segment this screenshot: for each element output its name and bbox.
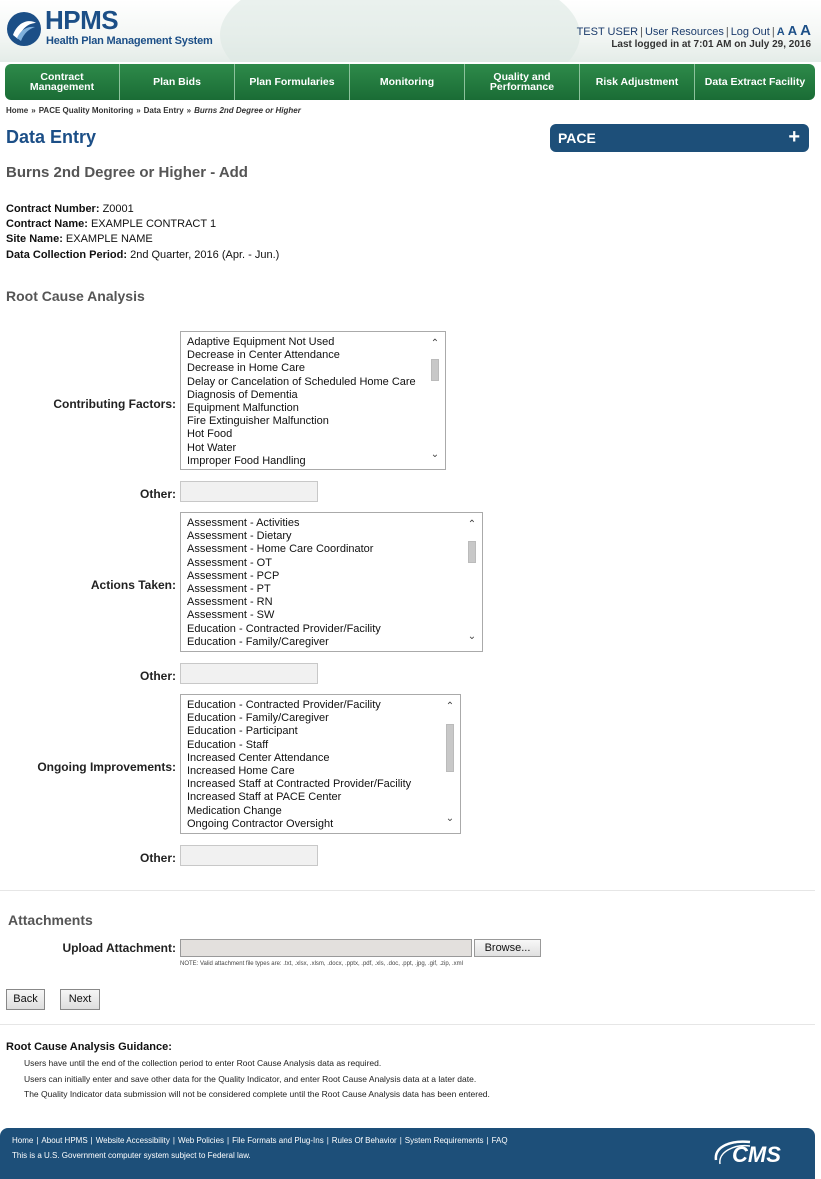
chevron-down-icon[interactable]: ⌄ xyxy=(445,813,455,824)
pace-panel-header[interactable] xyxy=(550,124,809,152)
listbox-option[interactable]: Education - Staff xyxy=(187,738,269,751)
listbox-option[interactable]: Increased Staff at PACE Center xyxy=(187,791,342,804)
browse-button[interactable]: Browse... xyxy=(474,939,541,957)
listbox-option[interactable]: Medication Change xyxy=(187,804,282,817)
font-size-medium-link[interactable]: A xyxy=(787,23,798,38)
footer-link-file-formats[interactable]: File Formats and Plug-Ins xyxy=(232,1136,324,1145)
user-links-separator: | xyxy=(640,26,643,38)
listbox-option[interactable]: Assessment - SW xyxy=(187,609,275,622)
guidance-line: The Quality Indicator data submission will not be considered complete until the Root Cause Analysis data has been entered. xyxy=(24,1089,490,1099)
footer-link-rules-of-behavior[interactable]: Rules Of Behavior xyxy=(331,1136,397,1145)
form-title: Burns 2nd Degree or Higher - Add xyxy=(6,164,248,181)
footer-separator: | xyxy=(399,1136,402,1145)
listbox-option[interactable]: Ongoing Contractor Oversight xyxy=(187,817,334,830)
plus-icon[interactable]: + xyxy=(788,126,800,148)
section-divider xyxy=(0,890,815,891)
ongoing-improvements-scrollbar[interactable] xyxy=(443,696,457,832)
actions-taken-scrollbar[interactable] xyxy=(465,514,479,650)
listbox-option[interactable]: Hot Water xyxy=(187,441,237,454)
collection-period-label: Data Collection Period: xyxy=(6,249,128,261)
guidance-line: Users have until the end of the collection period to enter Root Cause Analysis data as required. xyxy=(24,1058,382,1068)
root-cause-analysis-title: Root Cause Analysis xyxy=(6,288,145,304)
scrollbar-thumb[interactable] xyxy=(431,359,439,381)
chevron-up-icon[interactable]: ⌃ xyxy=(430,338,440,349)
footer-links xyxy=(12,1136,508,1145)
upload-attachment-input[interactable] xyxy=(180,939,472,957)
listbox-option[interactable]: Equipment Malfunction xyxy=(187,401,299,414)
collection-period-value: 2nd Quarter, 2016 (Apr. - Jun.) xyxy=(130,249,280,261)
listbox-option[interactable]: Decrease in Home Care xyxy=(187,362,305,375)
listbox-option[interactable]: Delay or Cancelation of Scheduled Home Care xyxy=(187,375,416,388)
breadcrumb-separator: » xyxy=(31,106,36,115)
user-links-separator: | xyxy=(725,26,729,38)
footer-separator: | xyxy=(326,1136,329,1145)
site-name-line xyxy=(6,233,153,245)
contributing-factors-options xyxy=(187,336,416,468)
actions-taken-label: Actions Taken: xyxy=(90,578,176,592)
listbox-option[interactable]: Education - Contracted Provider/Facility xyxy=(187,622,381,635)
chevron-up-icon[interactable]: ⌃ xyxy=(445,701,455,712)
guidance-line: Users can initially enter and save other data for the Quality Indicator, and enter Root Cause Analysis data at a later date. xyxy=(24,1074,477,1084)
contract-name-line xyxy=(6,218,216,230)
next-button[interactable]: Next xyxy=(60,989,100,1010)
hpms-logo-icon[interactable] xyxy=(6,11,42,47)
scrollbar-thumb[interactable] xyxy=(446,724,454,772)
footer-separator: | xyxy=(227,1136,230,1145)
contract-number-value: Z0001 xyxy=(102,203,134,215)
listbox-option[interactable]: Assessment - Activities xyxy=(187,517,300,529)
nav-contract-management[interactable]: Contract Management xyxy=(5,64,120,100)
footer-link-about[interactable]: About HPMS xyxy=(41,1136,88,1145)
footer-link-system-requirements[interactable]: System Requirements xyxy=(404,1136,484,1145)
scrollbar-thumb[interactable] xyxy=(468,541,476,563)
listbox-option[interactable]: Diagnosis of Dementia xyxy=(187,388,298,401)
site-name-label: Site Name: xyxy=(6,233,63,245)
breadcrumb-pace-quality-monitoring[interactable]: PACE Quality Monitoring xyxy=(38,106,134,115)
user-resources-link[interactable]: User Resources xyxy=(644,26,724,38)
nav-quality-and-performance[interactable]: Quality and Performance xyxy=(465,64,580,100)
contract-name-value: EXAMPLE CONTRACT 1 xyxy=(90,218,217,230)
user-links xyxy=(577,22,811,39)
cms-logo[interactable] xyxy=(710,1138,805,1170)
header-swoosh-decoration xyxy=(220,0,580,62)
ongoing-improvements-options xyxy=(187,699,411,831)
improvements-other-label: Other: xyxy=(140,851,176,865)
breadcrumb-separator: » xyxy=(136,106,141,115)
footer-link-faq[interactable]: FAQ xyxy=(491,1136,508,1145)
site-name-value: EXAMPLE NAME xyxy=(65,233,153,245)
breadcrumb-current: Burns 2nd Degree or Higher xyxy=(194,106,301,115)
contract-name-label: Contract Name: xyxy=(6,218,88,230)
chevron-down-icon[interactable]: ⌄ xyxy=(467,631,477,642)
upload-note: NOTE: Valid attachment file types are: .txt, .xlsx, .xlsm, .docx, .pptx, .pdf, .xls, .doc, .ppt, .jpg, .gif, .zip, .xml xyxy=(180,961,463,967)
font-size-large-link[interactable]: A xyxy=(800,22,811,39)
breadcrumb-home[interactable]: Home xyxy=(6,106,29,115)
listbox-option[interactable]: Hot Food xyxy=(187,428,233,441)
cms-logo-text: CMS xyxy=(732,1142,781,1167)
footer-link-accessibility[interactable]: Website Accessibility xyxy=(95,1136,170,1145)
contributing-factors-label: Contributing Factors: xyxy=(53,397,176,411)
collection-period-line xyxy=(6,249,279,261)
listbox-option[interactable]: Increased Center Attendance xyxy=(187,751,330,764)
listbox-option[interactable]: Increased Staff at Contracted Provider/Facility xyxy=(187,778,412,791)
breadcrumb-data-entry[interactable]: Data Entry xyxy=(143,106,184,115)
user-name-link[interactable]: TEST USER xyxy=(576,26,639,38)
user-links-separator: | xyxy=(771,26,775,38)
breadcrumb-separator: » xyxy=(186,106,192,115)
contributing-other-label: Other: xyxy=(140,487,176,501)
listbox-option[interactable]: Increased Home Care xyxy=(187,764,295,777)
font-size-small-link[interactable]: A xyxy=(776,26,785,38)
listbox-option[interactable]: Improper Food Handling xyxy=(187,454,306,467)
listbox-option[interactable]: Adaptive Equipment Not Used xyxy=(187,336,335,348)
logo-subtitle: Health Plan Management System xyxy=(46,35,213,47)
listbox-option[interactable]: Education - Participant xyxy=(187,725,298,738)
contributing-factors-scrollbar[interactable] xyxy=(428,333,442,468)
actions-other-label: Other: xyxy=(140,669,176,683)
contract-number-label: Contract Number: xyxy=(6,203,100,215)
contract-number-line xyxy=(6,203,134,215)
ongoing-improvements-label: Ongoing Improvements: xyxy=(37,760,176,774)
actions-taken-listbox[interactable] xyxy=(180,512,483,652)
footer-separator: | xyxy=(486,1136,489,1145)
last-login-text: Last logged in at 7:01 AM on July 29, 2016 xyxy=(611,39,811,50)
nav-data-extract-facility[interactable]: Data Extract Facility xyxy=(704,76,806,88)
attachments-title: Attachments xyxy=(8,912,93,928)
improvements-other-input[interactable] xyxy=(180,845,318,866)
contributing-other-input[interactable] xyxy=(180,481,318,502)
nav-risk-adjustment[interactable]: Risk Adjustment xyxy=(580,64,695,100)
chevron-up-icon[interactable]: ⌃ xyxy=(467,519,477,530)
header xyxy=(0,0,821,62)
nav-plan-bids[interactable]: Plan Bids xyxy=(120,64,235,100)
log-out-link[interactable]: Log Out xyxy=(730,26,770,38)
listbox-option[interactable]: Assessment - Dietary xyxy=(187,530,292,543)
ongoing-improvements-listbox[interactable] xyxy=(180,694,461,834)
listbox-option[interactable]: Fire Extinguisher Malfunction xyxy=(187,415,329,428)
footer-link-web-policies[interactable]: Web Policies xyxy=(177,1136,225,1145)
footer-note: This is a U.S. Government computer system subject to Federal law. xyxy=(12,1151,251,1160)
listbox-option[interactable]: Education - Contracted Provider/Facility xyxy=(187,699,381,711)
footer-separator: | xyxy=(36,1136,39,1145)
footer-separator: | xyxy=(90,1136,93,1145)
actions-taken-options xyxy=(187,517,381,649)
main-nav xyxy=(5,64,815,100)
guidance-title: Root Cause Analysis Guidance: xyxy=(6,1041,172,1053)
footer-link-home[interactable]: Home xyxy=(12,1136,34,1145)
logo-title[interactable]: HPMS xyxy=(45,5,119,35)
listbox-option[interactable]: Assessment - Home Care Coordinator xyxy=(187,543,374,556)
back-button[interactable]: Back xyxy=(6,989,45,1010)
listbox-option[interactable]: Assessment - OT xyxy=(187,556,272,569)
listbox-option[interactable]: Assessment - PT xyxy=(187,582,271,595)
section-divider xyxy=(0,1024,815,1025)
footer-separator: | xyxy=(172,1136,175,1145)
listbox-option[interactable]: Education - Family/Caregiver xyxy=(187,712,329,725)
nav-plan-formularies[interactable]: Plan Formularies xyxy=(235,64,350,100)
nav-monitoring[interactable]: Monitoring xyxy=(350,64,465,100)
listbox-option[interactable]: Assessment - RN xyxy=(187,596,273,609)
chevron-down-icon[interactable]: ⌄ xyxy=(430,449,440,460)
breadcrumb xyxy=(6,106,301,115)
listbox-option[interactable]: Decrease in Center Attendance xyxy=(187,349,340,362)
contributing-factors-listbox[interactable] xyxy=(180,331,446,470)
page-title: Data Entry xyxy=(6,127,97,147)
listbox-option[interactable]: Assessment - PCP xyxy=(187,569,280,582)
upload-attachment-label: Upload Attachment: xyxy=(62,941,176,955)
actions-other-input[interactable] xyxy=(180,663,318,684)
footer xyxy=(0,1128,815,1179)
pace-panel-label: PACE xyxy=(558,130,596,146)
listbox-option[interactable]: Education - Family/Caregiver xyxy=(187,635,329,648)
